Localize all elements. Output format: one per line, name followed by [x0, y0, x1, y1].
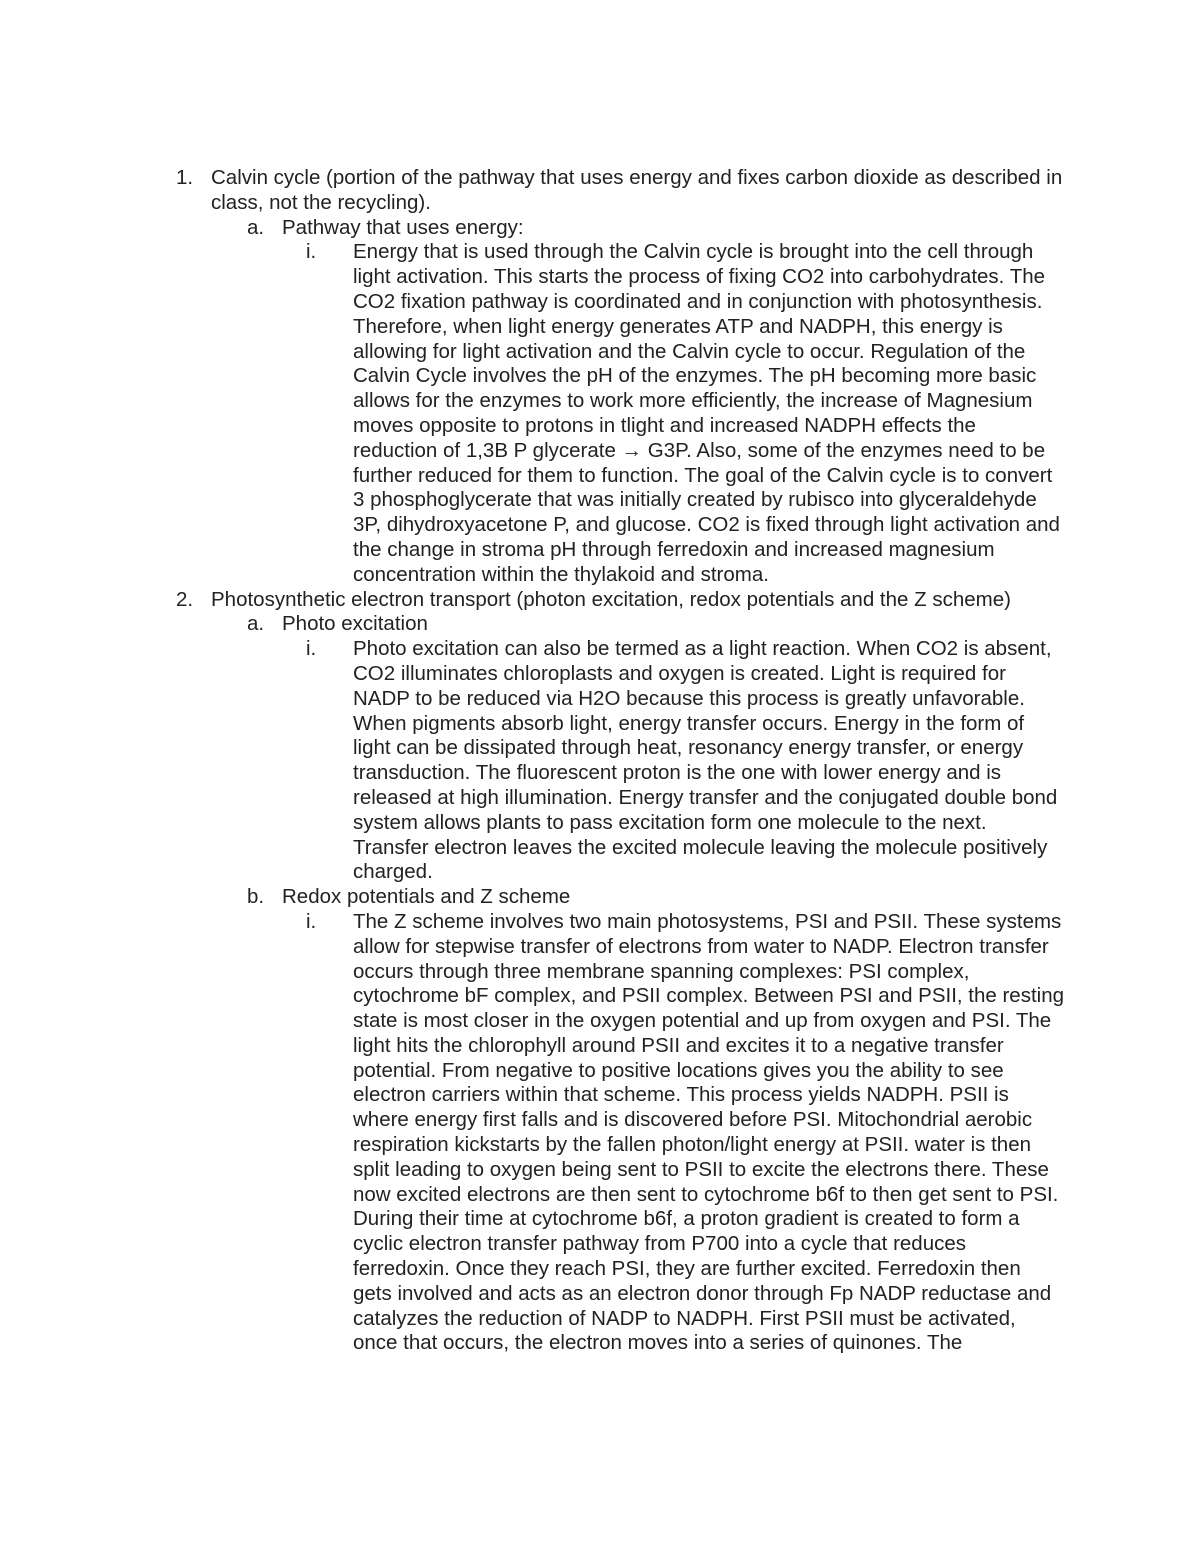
- item-number: 2.: [176, 587, 194, 611]
- outline-list: [0, 166, 1200, 1356]
- outline-item-1: [0, 166, 1200, 216]
- item-subheading: Photo excitation: [282, 612, 428, 636]
- item-paragraph: The Z scheme involves two main photosystems, PSI and PSII. These systems allow for stepwise transfer of electrons from water to NADP. Electron transfer occurs through three membrane spanning complexes: PSI complex, cytochrome bF complex, and PSII complex. Between PSI and PSII, the resting state is most closer in the oxygen potential and up from oxygen and PSI. The light hits the chlorophyll around PSII and excites it to a negative transfer potential. From negative to positive locations gives you the ability to see electron carriers within that scheme. This process yields NADPH. PSII is where energy first falls and is discovered before PSI. Mitochondrial aerobic respiration kickstarts by the fallen photon/light energy at PSII. water is then split leading to oxygen being sent to PSII to excite the electrons there. These now excited electrons are then sent to cytochrome b6f to then get sent to PSI. During their time at cytochrome b6f, a proton gradient is created to form a cyclic electron transfer pathway from P700 into a cycle that reduces ferredoxin. Once they reach PSI, they are further excited. Ferredoxin then gets involved and acts as an electron donor through Fp NADP reductase and catalyzes the reduction of NADP to NADPH. First PSII must be activated, once that occurs, the electron moves into a series of quinones. The: [353, 909, 1065, 1355]
- outline-item-1a: [0, 216, 1200, 241]
- outline-item-1a-i: [0, 240, 1200, 587]
- item-paragraph: Energy that is used through the Calvin cycle is brought into the cell through light activation. This starts the process of fixing CO2 into carbohydrates. The CO2 fixation pathway is coordinated and in conjunction with photosynthesis. Therefore, when light energy generates ATP and NADPH, this energy is allowing for light activation and the Calvin cycle to occur. Regulation of the Calvin Cycle involves the pH of the enzymes. The pH becoming more basic allows for the enzymes to work more efficiently, the increase of Magnesium moves opposite to protons in tlight and increased NADPH effects the reduction of 1,3B P glycerate → G3P. Also, some of the enzymes need to be further reduced for them to function. The goal of the Calvin cycle is to convert 3 phosphoglycerate that was initially created by rubisco into glyceraldehyde 3P, dihydroxyacetone P, and glucose. CO2 is fixed through light activation and the change in stroma pH through ferredoxin and increased magnesium concentration within the thylakoid and stroma.: [353, 240, 1060, 586]
- item-roman: i.: [306, 240, 317, 264]
- item-roman: i.: [306, 909, 317, 933]
- item-heading: Calvin cycle (portion of the pathway that uses energy and fixes carbon dioxide as described in class, not the recycling).: [211, 166, 1063, 214]
- item-paragraph: Photo excitation can also be termed as a light reaction. When CO2 is absent, CO2 illuminates chloroplasts and oxygen is created. Light is required for NADP to be reduced via H2O because this process is greatly unfavorable. When pigments absorb light, energy transfer occurs. Energy in the form of light can be dissipated through heat, resonancy energy transfer, or energy transduction. The fluorescent proton is the one with lower energy and is released at high illumination. Energy transfer and the conjugated double bond system allows plants to pass excitation form one molecule to the next. Transfer electron leaves the excited molecule leaving the molecule positively charged.: [353, 637, 1058, 884]
- outline-item-2b-i: [0, 910, 1200, 1356]
- item-subheading: Redox potentials and Z scheme: [282, 885, 571, 909]
- outline-item-2: [0, 588, 1200, 613]
- item-subheading: Pathway that uses energy:: [282, 215, 524, 239]
- outline-item-2a-i: [0, 637, 1200, 885]
- item-letter: a.: [247, 612, 265, 636]
- outline-item-2a: [0, 612, 1200, 637]
- item-letter: b.: [247, 885, 265, 909]
- item-roman: i.: [306, 637, 317, 661]
- item-number: 1.: [176, 166, 194, 189]
- item-heading: Photosynthetic electron transport (photon excitation, redox potentials and the Z scheme): [211, 587, 1011, 611]
- item-letter: a.: [247, 215, 265, 239]
- outline-item-2b: [0, 885, 1200, 910]
